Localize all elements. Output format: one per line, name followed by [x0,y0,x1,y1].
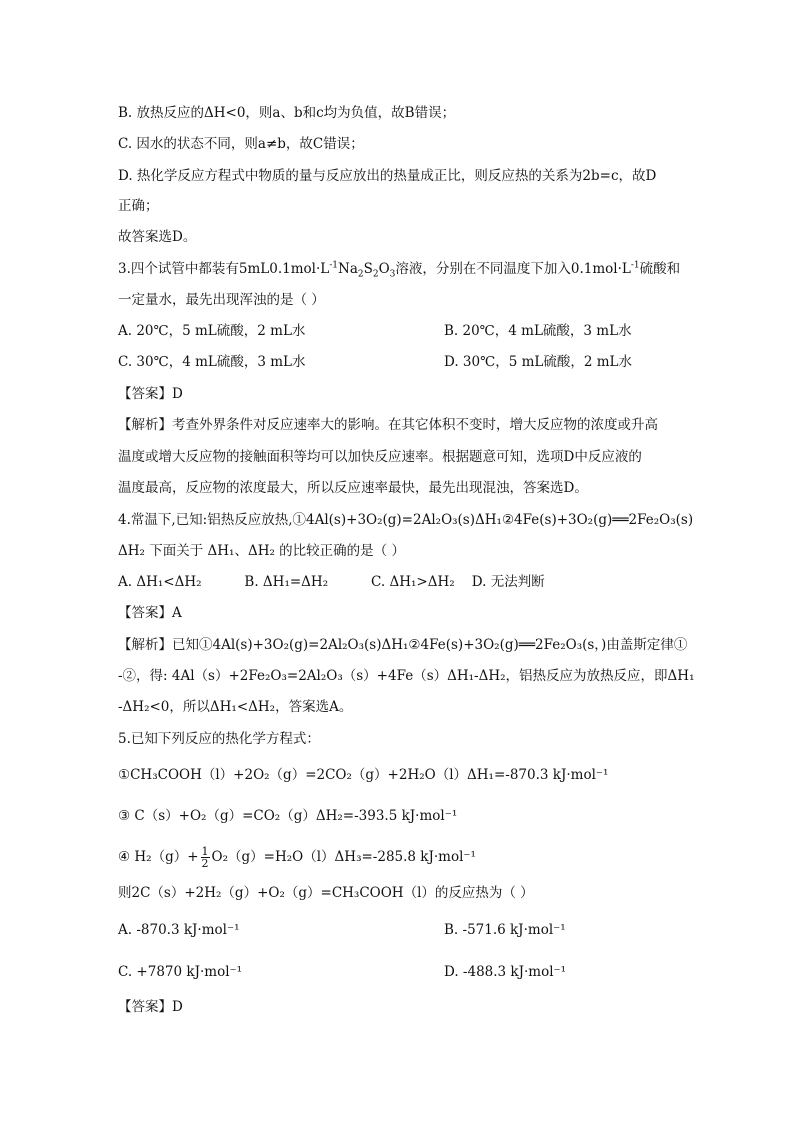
option-b: B. 20℃，4 mL硫酸，3 mL水 [444,323,632,339]
text-line: C. 因水的状态不同，则a≠b，故C错误； [118,136,364,152]
answer-5: 【答案】D [118,999,183,1015]
option-c: C. 30℃，4 mL硫酸，3 mL水 [118,354,306,370]
explanation-4: 【解析】已知①4Al(s)+3O₂(g)=2Al₂O₃(s)ΔH₁②4Fe(s)+3O₂(g)══2Fe₂O₃(s，)由盖斯定律① [118,637,688,653]
answer-4: 【答案】A [118,605,182,621]
option-a: A. 20℃，5 mL硫酸，2 mL水 [118,323,306,339]
answer-3: 【答案】D [118,386,183,402]
option-d: D. 30℃，5 mL硫酸，2 mL水 [444,354,632,370]
text-line: 正确； [118,198,159,214]
explanation-4: -ΔH₂<0，所以ΔH₁<ΔH₂，答案选A。 [118,699,353,715]
equation-1: ①CH₃COOH（l）+2O₂（g）=2CO₂（g）+2H₂O（l）ΔH₁=-870.3 kJ·mol⁻¹ [118,767,609,783]
option-a: A. -870.3 kJ·mol⁻¹ [118,922,240,938]
equation-2: ③ C（s）+O₂（g）=CO₂（g）ΔH₂=-393.5 kJ·mol⁻¹ [118,808,458,824]
question-5-question: 则2C（s）+2H₂（g）+O₂（g）=CH₃COOH（l）的反应热为（ ） [118,885,534,901]
text-line: D. 热化学反应方程式中物质的量与反应放出的热量成正比，则反应热的关系为2b=c，故D [118,168,657,184]
explanation-4: -②，得: 4Al（s）+2Fe₂O₃=2Al₂O₃（s）+4Fe（s）ΔH₁-ΔH₂，铝热反应为放热反应，即ΔH₁ [118,668,695,684]
question-3-stem: 3.四个试管中都装有$5mL0.1mol\cdot L^{-1}Na_2S_2O_3$溶液，分别在不同温度下加入$0.1mol\cdot L^{-1}$硫酸和 [118,260,681,280]
question-4-options: A. ΔH₁<ΔH₂ B. ΔH₁=ΔH₂ C. ΔH₁>ΔH₂ D. 无法判断 [118,574,545,590]
equation-3: ④ H₂（g）+ $\frac{1}{2}$ O₂（g）=H₂O（l）ΔH₃=-285.8 kJ·mol⁻¹ [118,845,476,870]
question-4-stem: 4.常温下,已知:铝热反应放热,①4Al(s)+3O₂(g)=2Al₂O₃(s)ΔH₁②4Fe(s)+3O₂(g)══2Fe₂O₃(s) [118,512,694,528]
text-line: B. 放热反应的ΔH<0，则a、b和c均为负值，故B错误； [118,105,456,121]
explanation-3: 【解析】考查外界条件对反应速率大的影响。在其它体积不变时，增大反应物的浓度或升高 [118,417,658,433]
option-b: B. -571.6 kJ·mol⁻¹ [444,922,566,938]
text-line: 故答案选D。 [118,229,197,245]
question-4-stem-cont: ΔH₂ 下面关于 ΔH₁、ΔH₂ 的比较正确的是（ ） [118,543,405,559]
option-d: D. -488.3 kJ·mol⁻¹ [444,964,567,980]
fraction-half: $\frac{1}{2}$ [201,845,209,870]
option-c: C. +7870 kJ·mol⁻¹ [118,964,243,980]
explanation-3: 温度最高，反应物的浓度最大，所以反应速率最快，最先出现混浊，答案选D。 [118,480,588,496]
question-3-stem-cont: 一定量水，最先出现浑浊的是（ ） [118,292,325,308]
explanation-3: 温度或增大反应物的接触面积等均可以加快反应速率。根据题意可知，选项D中反应液的 [118,449,642,465]
question-5-stem: 5.已知下列反应的热化学方程式： [118,731,320,747]
